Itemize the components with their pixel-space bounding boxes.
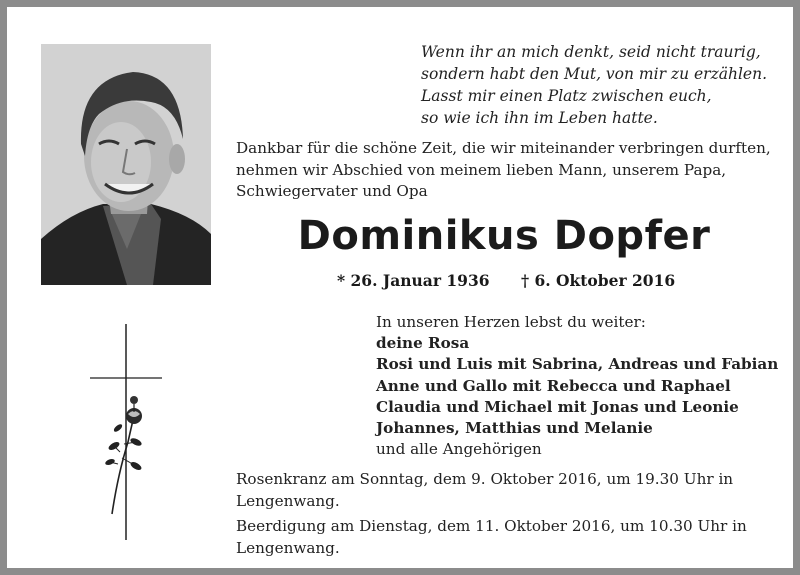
family-member: deine Rosa (376, 334, 470, 353)
family-heading: In unseren Herzen lebst du weiter: (376, 313, 646, 331)
notice-line: Lengenwang. (236, 491, 340, 510)
notice-line: Lengenwang. (236, 538, 340, 557)
family-member: Johannes, Matthias und Melanie (376, 419, 653, 438)
birth-date: * 26. Januar 1936 (337, 271, 490, 290)
funeral-notice (236, 516, 747, 559)
notice-line: Rosenkranz am Sonntag, dem 9. Oktober 2016, um 19.30 Uhr in (236, 470, 734, 488)
poem-line: so wie ich ihn im Leben hatte. (421, 109, 658, 127)
intro-line: Schwiegervater und Opa (236, 182, 428, 200)
poem-line: sondern habt den Mut, von mir zu erzählen. (421, 65, 768, 83)
family-list (376, 312, 778, 460)
poem-line: Wenn ihr an mich denkt, seid nicht traurig, (421, 43, 761, 61)
intro-line: nehmen wir Abschied von meinem lieben Mann, unserem Papa, (236, 160, 727, 179)
family-member: Anne und Gallo mit Rebecca und Raphael (376, 376, 731, 395)
cross-with-rose-icon (90, 324, 165, 542)
portrait-photo (41, 44, 211, 285)
poem-line: Lasst mir einen Platz zwischen euch, (421, 87, 712, 105)
poem-verse (421, 41, 791, 129)
notice-line: Beerdigung am Dienstag, dem 11. Oktober 2016, um 10.30 Uhr in (236, 517, 747, 535)
death-date: † 6. Oktober 2016 (520, 271, 676, 290)
family-closing: und alle Angehörigen (376, 440, 542, 459)
deceased-name: Dominikus Dopfer (297, 213, 711, 259)
intro-line: Dankbar für die schöne Zeit, die wir miteinander verbringen durften, (236, 139, 771, 157)
intro-text (236, 138, 776, 203)
life-dates (337, 271, 675, 290)
rosary-notice (236, 469, 733, 512)
family-member: Rosi und Luis mit Sabrina, Andreas und Fabian (376, 355, 779, 374)
family-member: Claudia und Michael mit Jonas und Leonie (376, 397, 739, 416)
